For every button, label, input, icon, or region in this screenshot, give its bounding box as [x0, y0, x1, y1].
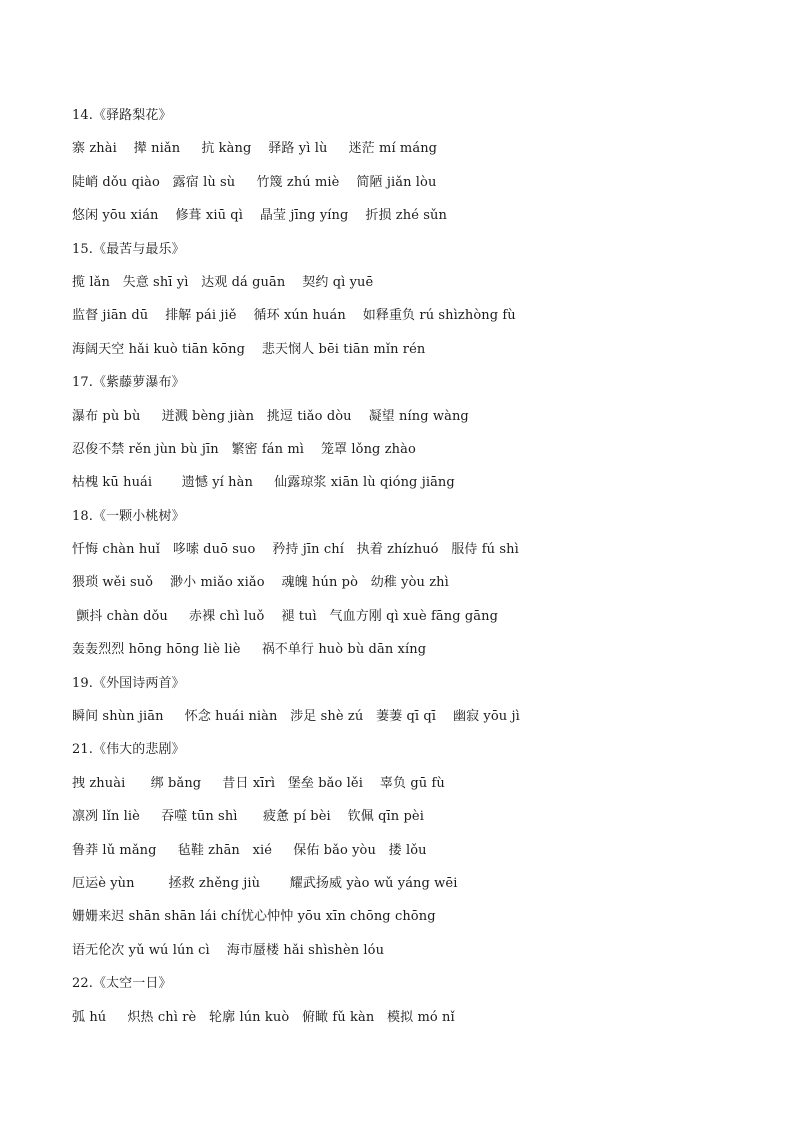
vocab-line: 鲁莽 lǔ mǎng 毡鞋 zhān xié 保佑 bǎo yòu 搂 lǒu [72, 842, 427, 858]
vocab-line: 颤抖 chàn dǒu 赤裸 chì luǒ 褪 tuì 气血方刚 qì xuè fāng gāng [72, 608, 499, 624]
vocab-line: 寨 zhài 撵 niǎn 抗 kàng 驿路 yì lù 迷茫 mí máng [72, 141, 438, 157]
vocab-line: 瞬间 shùn jiān 怀念 huái niàn 涉足 shè zú 萋萋 qī qī 幽寂 yōu jì [72, 709, 520, 725]
vocab-line: 监督 jiān dū 排解 pái jiě 循环 xún huán 如释重负 rú shìzhòng fù [72, 308, 516, 324]
vocab-line: 弧 hú 炽热 chì rè 轮廓 lún kuò 俯瞰 fǔ kàn 模拟 mó nǐ [72, 1009, 455, 1025]
lesson-heading: 14.《驿路梨花》 [72, 108, 172, 123]
vocab-line: 揽 lǎn 失意 shī yì 达观 dá guān 契约 qì yuē [72, 274, 374, 290]
vocab-line: 拽 zhuài 绑 bǎng 昔日 xīrì 堡垒 bǎo lěi 辜负 gū fù [72, 775, 445, 791]
vocab-line: 枯槐 kū huái 遗憾 yí hàn 仙露琼浆 xiān lù qióng jiāng [72, 475, 455, 491]
lesson-heading: 18.《一颗小桃树》 [72, 508, 185, 524]
vocab-line: 忍俊不禁 rěn jùn bù jīn 繁密 fán mì 笼罩 lǒng zhào [72, 441, 416, 457]
vocab-line: 姗姗来迟 shān shān lái chí忧心忡忡 yōu xīn chōng chōng [72, 909, 436, 925]
vocab-line: 陡峭 dǒu qiào 露宿 lù sù 竹篾 zhú miè 简陋 jiǎn lòu [72, 174, 437, 190]
vocab-line: 忏悔 chàn huǐ 哆嗦 duō suo 矜持 jīn chí 执着 zhízhuó 服侍 fú shì [72, 542, 519, 558]
lesson-heading: 17.《紫藤萝瀑布》 [72, 375, 185, 391]
vocab-line: 瀑布 pù bù 迸溅 bèng jiàn 挑逗 tiǎo dòu 凝望 níng wàng [72, 408, 469, 424]
lesson-heading: 19.《外国诗两首》 [72, 675, 185, 691]
lesson-heading: 15.《最苦与最乐》 [72, 241, 185, 257]
vocab-line: 海阔天空 hǎi kuò tiān kōng 悲天悯人 bēi tiān mǐn rén [72, 341, 426, 357]
vocab-line: 猥琐 wěi suǒ 渺小 miǎo xiǎo 魂魄 hún pò 幼稚 yòu zhì [72, 575, 449, 591]
lesson-heading: 21.《伟大的悲剧》 [72, 742, 185, 758]
vocab-line: 悠闲 yōu xián 修葺 xiū qì 晶莹 jīng yíng 折损 zhé sǔn [72, 208, 447, 224]
vocab-line: 语无伦次 yǔ wú lún cì 海市蜃楼 hǎi shìshèn lóu [72, 942, 385, 958]
document-page [72, 103, 772, 1038]
vocab-line: 轰轰烈烈 hōng hōng liè liè 祸不单行 huò bù dān xíng [72, 642, 427, 658]
vocab-line: 厄运è yùn 拯救 zhěng jiù 耀武扬威 yào wǔ yáng wēi [72, 875, 458, 891]
vocab-line: 凛冽 lǐn liè 吞噬 tūn shì 疲惫 pí bèi 钦佩 qīn pèi [72, 809, 424, 825]
lesson-heading: 22.《太空一日》 [72, 976, 172, 992]
